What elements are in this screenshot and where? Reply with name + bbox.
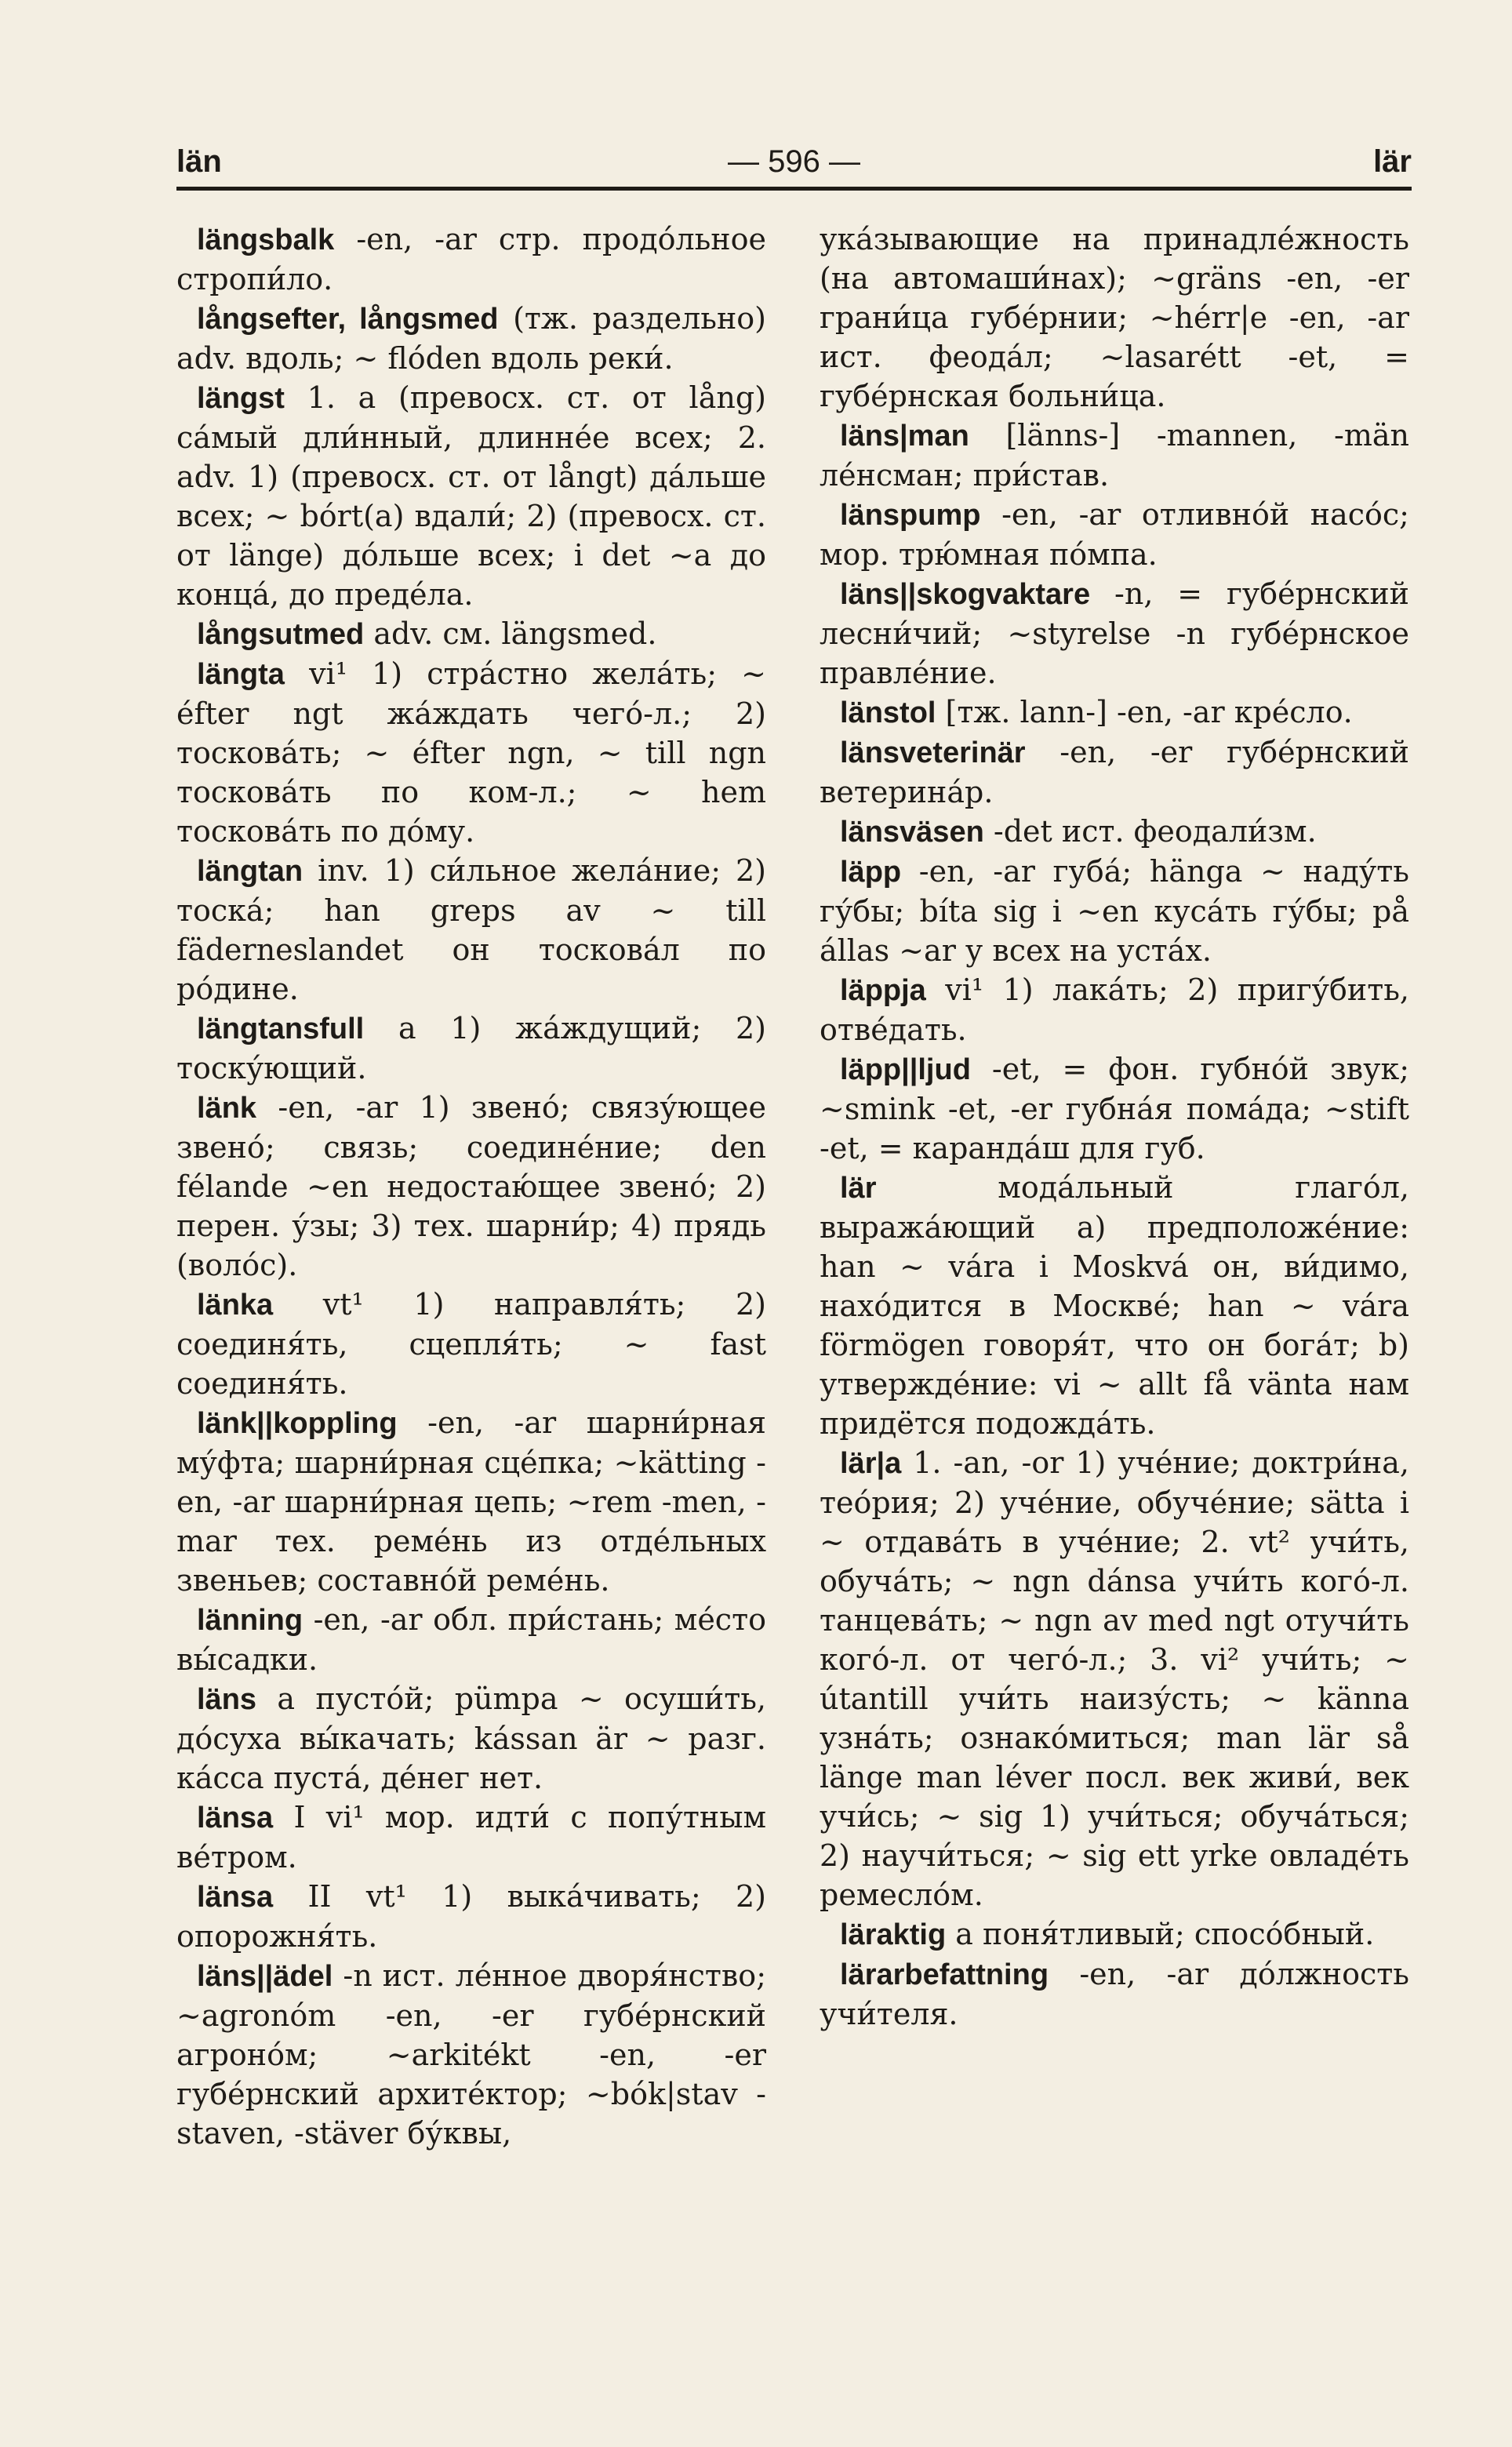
entry-definition: -en, -ar обл. при́стань; ме́сто вы́садки.: [176, 1602, 766, 1677]
entry-headword: länstol: [840, 696, 936, 729]
entry-headword: lärarbefattning: [840, 1958, 1049, 1991]
dictionary-entry: [820, 693, 1409, 733]
dictionary-entry: [820, 852, 1409, 970]
entry-headword: längtansfull: [197, 1013, 365, 1045]
entry-definition: -en, -ar губа́; hänga ~ наду́ть гу́бы; bíta sig i ~en куса́ть гу́бы; på állas ~ar у всех на уста́х.: [820, 854, 1409, 968]
entry-definition: -en, -ar шарни́рная му́фта; шарни́рная сце́пка; ~kätting -en, -ar шарни́рная цепь; ~rem -men, -mar тех. реме́нь из отде́льных звеньев; составно́й реме́нь.: [176, 1405, 766, 1598]
dictionary-entry: [820, 574, 1409, 693]
entry-definition: -n ист. ле́нное дворя́нство; ~agronóm -en, -er губе́рнский агроно́м; ~arkitékt -en, -er губе́рнский архите́ктор; ~bók|stav -staven, -stäver бу́квы,: [176, 1958, 766, 2151]
entry-headword: läpp||ljud: [840, 1053, 971, 1086]
header-rule: [176, 187, 1412, 191]
entry-headword: längsbalk: [197, 224, 335, 256]
entry-headword: länsa: [197, 1802, 274, 1834]
page-header: [176, 141, 1412, 182]
entry-definition: (тж. раздельно) adv. вдоль; ~ flóden вдоль реки́.: [176, 301, 766, 376]
dictionary-entry: [176, 614, 766, 654]
entry-definition: мода́льный глаго́л, выража́ющий а) предположе́ние: han ~ vára i Moskvá он, ви́димо, нахо́дится в Москве́; han ~ vára förmögen говоря́т, что он бога́т; b) утвержде́ние: vi ~ allt få vänta нам придётся подожда́ть.: [820, 1170, 1409, 1441]
entry-headword: länk: [197, 1092, 257, 1125]
entry-definition: a 1) жа́ждущий; 2) тоску́ющий.: [176, 1011, 766, 1085]
dictionary-entry: [176, 378, 766, 614]
entry-headword: läpp: [840, 856, 902, 889]
entry-definition: [länns-] -mannen, -män ле́нсман; при́став.: [820, 418, 1409, 493]
entry-headword: läns: [197, 1683, 257, 1716]
entry-definition: 1. -an, -or 1) уче́ние; доктри́на, тео́рия; 2) уче́ние, обуче́ние; sätta i ~ отдава́ть в уче́ние; 2. vt² учи́ть, обуча́ть; ~ ngn dánsa учи́ть кого́-л. танцева́ть; ~ ngn av med ngt отучи́ть кого́-л. от чего́-л.; 3. vi² учи́ть; ~ útantill учи́ть наизу́сть; ~ känna узна́ть; ознако́миться; man lär så länge man léver посл. век живи́, век учи́сь; ~ sig 1) учи́ться; обуча́ться; 2) научи́ться; ~ sig ett yrke овладе́ть ремесло́м.: [820, 1445, 1409, 1912]
entry-headword: längtan: [197, 855, 303, 888]
dictionary-entry: [176, 1009, 766, 1088]
entry-headword: länsväsen: [840, 816, 984, 849]
dictionary-entry: [176, 1798, 766, 1877]
entry-definition: -en, -er губе́рнский ветерина́р.: [820, 735, 1409, 809]
page-number: — 596 —: [728, 144, 860, 179]
entry-definition: -en, -ar до́лжность учи́теля.: [820, 1957, 1409, 2031]
dictionary-entry: [176, 851, 766, 1009]
dictionary-entry: [176, 654, 766, 851]
entry-definition: -et, = фон. губно́й звук; ~smink -et, -er губна́я пома́да; ~stift -et, = каранда́ш для губ.: [820, 1052, 1409, 1165]
right-column: [820, 220, 1409, 2322]
dictionary-entry: [820, 1914, 1409, 1954]
dictionary-entry: [176, 1285, 766, 1403]
entry-definition: adv. см. längsmed.: [364, 616, 657, 651]
left-column: [176, 220, 766, 2322]
dictionary-entry: [820, 220, 1409, 416]
entry-definition: 1. a (превосх. ст. от lång) са́мый дли́нный, длинне́е всех; 2. adv. 1) (превосх. ст. от långt) да́льше всех; ~ bórt(a) вдали́; 2) (превосх. ст. от länge) до́льше всех; i det ~a до конца́, до преде́ла.: [176, 380, 766, 612]
entry-headword: läns||skogvaktare: [840, 578, 1091, 611]
entry-headword: långsefter, långsmed: [197, 303, 499, 336]
entry-definition: II vt¹ 1) выка́чивать; 2) опорожня́ть.: [176, 1879, 766, 1954]
dictionary-entry: [820, 1443, 1409, 1914]
entry-headword: länspump: [840, 499, 981, 532]
entry-definition: vt¹ 1) направля́ть; 2) соединя́ть, сцепля́ть; ~ fast соединя́ть.: [176, 1287, 766, 1401]
dictionary-entry: [820, 1954, 1409, 2034]
entry-definition: a поня́тливый; спосо́бный.: [946, 1917, 1375, 1951]
left-guide-word: län: [176, 144, 222, 179]
entry-definition: [тж. lann-] -en, -ar кре́сло.: [936, 695, 1353, 729]
entry-definition: vi¹ 1) лака́ть; 2) пригу́бить, отве́дать.: [820, 973, 1409, 1047]
dictionary-entry: [820, 733, 1409, 812]
entry-headword: långsutmed: [197, 618, 365, 651]
entry-headword: läraktig: [840, 1918, 947, 1951]
dictionary-entry: [820, 812, 1409, 852]
entry-headword: läns||ädel: [197, 1960, 333, 1993]
dictionary-entry: [176, 220, 766, 299]
entry-definition: -en, -ar отливно́й насо́с; мор. трю́мная по́мпа.: [820, 497, 1409, 572]
dictionary-entry: [820, 416, 1409, 495]
entry-headword: lär: [840, 1172, 877, 1205]
dictionary-entry: [176, 299, 766, 378]
dictionary-entry: [176, 1600, 766, 1679]
dictionary-entry: [176, 1679, 766, 1798]
entry-definition: inv. 1) си́льное жела́ние; 2) тоска́; han greps av ~ till fäderneslandet он тоскова́л по ро́дине.: [176, 853, 766, 1006]
entry-headword: lär|a: [840, 1447, 902, 1480]
dictionary-entry: [820, 1049, 1409, 1168]
entry-headword: länning: [197, 1604, 303, 1637]
right-guide-word: lär: [1373, 144, 1412, 179]
entry-definition: -det ист. феодали́зм.: [983, 814, 1317, 849]
dictionary-entry: [820, 970, 1409, 1049]
entry-definition: I vi¹ мор. идти́ с попу́тным ве́тром.: [176, 1800, 766, 1874]
entry-definition: -en, -ar стр. продо́льное стропи́ло.: [176, 222, 766, 296]
entry-headword: länsa: [197, 1881, 274, 1914]
dictionary-entry: [176, 1088, 766, 1285]
entry-definition: -n, = губе́рнский лесни́чий; ~styrelse -n губе́рнское правле́ние.: [820, 576, 1409, 690]
entry-definition: vi¹ 1) стра́стно жела́ть; ~ éfter ngt жа́ждать чего́-л.; 2) тоскова́ть; ~ éfter ngn, ~ till ngn тоскова́ть по ком-л.; ~ hem тоскова́ть по до́му.: [176, 656, 766, 849]
dictionary-entry: [176, 1956, 766, 2153]
dictionary-entry: [820, 495, 1409, 574]
entry-headword: läppja: [840, 974, 926, 1007]
entry-definition: -en, -ar 1) звено́; связу́ющее звено́; связь; соедине́ние; den félande ~en недостаю́щее звено́; 2) перен. у́зы; 3) тех. шарни́р; 4) прядь (воло́с).: [176, 1090, 766, 1282]
entry-headword: länka: [197, 1289, 274, 1322]
dictionary-entry: [820, 1168, 1409, 1443]
entry-headword: längst: [197, 382, 285, 415]
entry-definition: a пусто́й; pümpa ~ осуши́ть, до́суха вы́качать; kássan är ~ разг. ка́сса пуста́, де́нег нет.: [176, 1682, 766, 1795]
entry-headword: länk||koppling: [197, 1407, 398, 1440]
dictionary-entry: [176, 1403, 766, 1600]
entry-definition: ука́зывающие на принадле́жность (на автомаши́нах); ~gräns -en, -er грани́ца губе́рнии; ~hérr|e -en, -ar ист. феода́л; ~lasarétt -et, = губе́рнская больни́ца.: [820, 222, 1409, 413]
entry-headword: läns|man: [840, 420, 969, 453]
entry-headword: längta: [197, 658, 285, 691]
entry-headword: länsveterinär: [840, 736, 1026, 769]
dictionary-entry: [176, 1877, 766, 1956]
